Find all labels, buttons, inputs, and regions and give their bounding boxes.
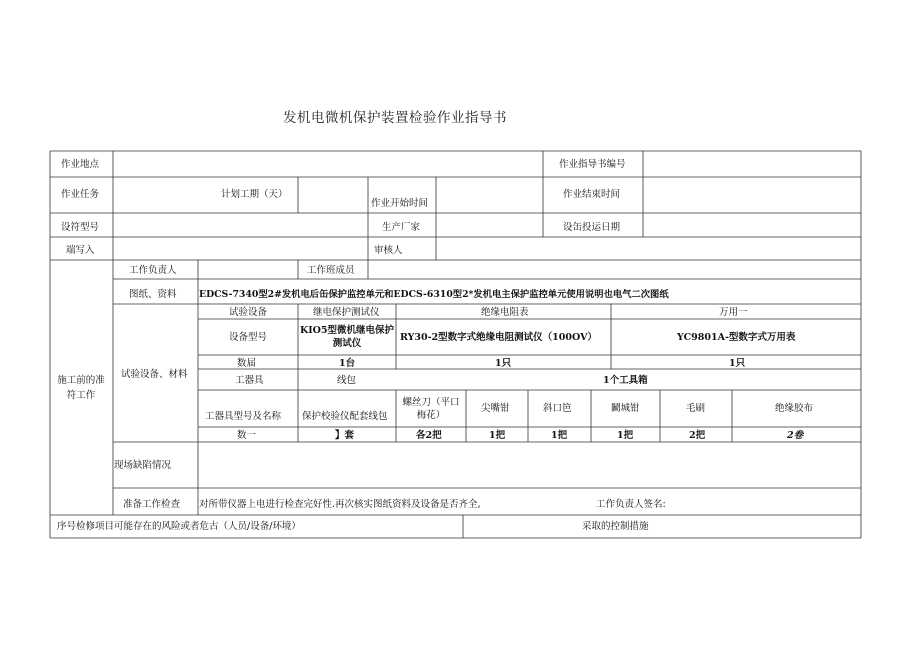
- drawings-value: EDCS-7340型2#发机电后缶保护监控单元和EDCS-6310型2*发机电主保护监控单元使用说明也电气二次图纸: [199, 289, 669, 300]
- tool-name-brush: 毛刷: [686, 403, 706, 414]
- tool-qty-insulating-tape: 2卷: [787, 430, 804, 441]
- tool-qty-diagonal-pliers: 1把: [551, 430, 568, 441]
- check-label: 准备工作检查: [123, 499, 181, 510]
- tool-model-label: 工器具型号及名称: [205, 411, 282, 422]
- qty-insulation-meter: 1只: [495, 358, 512, 369]
- tools-box: 1个工具箱: [603, 375, 648, 386]
- model-relay-tester: KIO5型微机继电保护测试仪: [299, 325, 395, 349]
- tool-qty-needle-nose-pliers: 1把: [489, 430, 506, 441]
- work-task-label: 作业任务: [61, 189, 100, 200]
- prep-section-label: 施工前的准符工作: [57, 375, 105, 401]
- tool-name-diagonal-pliers: 斜口笆: [543, 403, 572, 414]
- equip-col-insulation-meter: 绝缘电阻表: [481, 307, 529, 318]
- drawings-label: 图纸、资料: [129, 289, 177, 300]
- tool-name-test-lead-bag: 保护校验仪配套线包: [302, 411, 388, 422]
- model-insulation-meter: RY30-2型数字式绝缘电阻测试仪（100OV）: [400, 332, 597, 343]
- start-time-label: 作业开始时间: [371, 198, 429, 209]
- equipment-label: 试验设备、材料: [121, 369, 188, 380]
- written-by-label: 端写入: [66, 245, 95, 256]
- page-title: 发机电微机保护装置检验作业指导书: [283, 110, 507, 126]
- work-location-label: 作业地点: [61, 159, 100, 170]
- members-label: 工作班成员: [307, 265, 355, 276]
- check-value: 对所带仪器上电进行检查完好性.再次核实图纸资料及设备是否齐全,: [199, 499, 481, 510]
- qty-multimeter: 1只: [729, 358, 746, 369]
- equip-col-multimeter: 万用一: [719, 307, 748, 318]
- tools-bag: 线包: [337, 375, 357, 386]
- commission-date-label: 设缶投运日期: [563, 222, 621, 233]
- defects-label: 现场缺陷情况: [114, 460, 172, 471]
- risk-right-label: 采取的控制措施: [582, 521, 649, 532]
- qty-relay-tester: 1台: [339, 358, 356, 369]
- tools-label: 工器具: [235, 375, 264, 386]
- reviewer-label: 审核人: [374, 245, 403, 256]
- equip-header: 试验设备: [229, 307, 268, 318]
- sign-label: 工作负责人签名:: [596, 499, 666, 510]
- tool-name-wire-stripper: 鬭城钳: [611, 403, 640, 414]
- qty-label: 数届: [237, 358, 257, 369]
- model-multimeter: YC9801A-型数字式万用表: [677, 332, 796, 343]
- tool-name-needle-nose-pliers: 尖嘴钳: [481, 403, 510, 414]
- manufacturer-label: 生产厂家: [382, 222, 421, 233]
- tool-qty-label: 数一: [237, 430, 257, 441]
- tool-name-insulating-tape: 绝缘胶布: [775, 403, 814, 414]
- equip-col-relay-tester: 继电保护测试仪: [313, 307, 380, 318]
- tool-qty-brush: 2把: [689, 430, 706, 441]
- leader-label: 工作负责人: [129, 265, 177, 276]
- risk-left-label: 序号检修项目可能存在的风险或者危古（人员/设备/环境）: [57, 521, 301, 532]
- planned-days-label: 计划工期（天）: [221, 189, 288, 200]
- tool-qty-wire-stripper: 1把: [617, 430, 634, 441]
- end-time-label: 作业结束时间: [563, 189, 621, 200]
- guide-no-label: 作业指导书编号: [559, 159, 626, 170]
- device-model-label: 设符型号: [61, 222, 100, 233]
- tool-qty-test-lead-bag: 】套: [335, 430, 355, 441]
- tool-qty-screwdriver: 各2把: [416, 430, 442, 441]
- model-label: 设备型号: [229, 332, 268, 343]
- tool-name-screwdriver: 螺丝刀（平口梅花）: [402, 397, 460, 421]
